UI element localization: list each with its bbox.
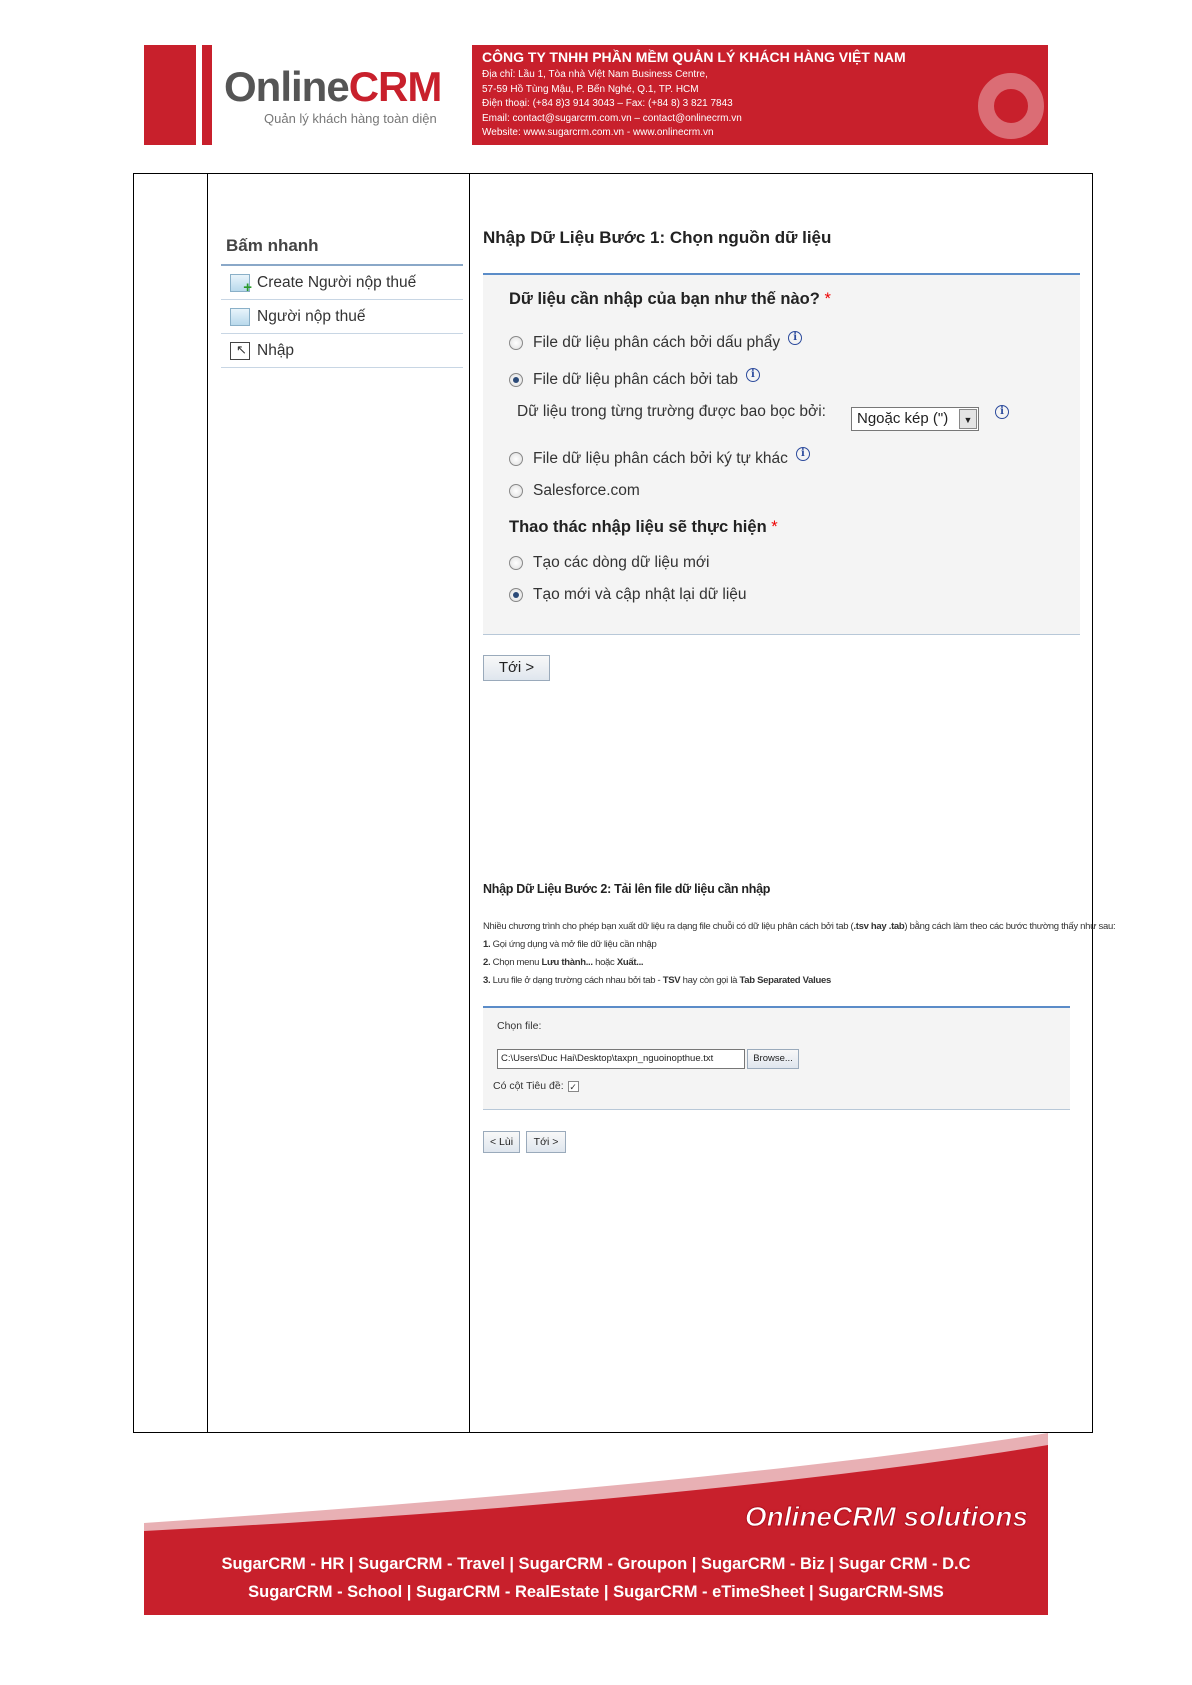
text: Xuất... — [616, 957, 644, 968]
radio-create-update[interactable] — [509, 588, 523, 602]
text: Gọi ứng dụng và mở file dữ liệu cần nhập — [492, 939, 657, 950]
sidebar-item-import[interactable] — [221, 334, 463, 368]
step2-panel — [483, 1006, 1070, 1110]
text: Lưu thành... — [541, 957, 593, 968]
company-address-2: 57-59 Hồ Tùng Mậu, P. Bến Nghé, Q.1, TP. HCM — [482, 83, 699, 95]
text: Nhiều chương trình cho phép bạn xuất dữ liệu ra dạng file chuỗi có dữ liệu phân cách bởi tab ( — [483, 921, 854, 932]
instruction-step — [483, 954, 1115, 972]
file-path-input[interactable]: C:\Users\Duc Hai\Desktop\taxpn_nguoinopthue.txt — [497, 1049, 745, 1069]
enclosure-value: Ngoặc kép (") — [857, 410, 949, 427]
step1-panel — [483, 273, 1080, 635]
module-icon — [230, 308, 250, 326]
sidebar-item-label: Người nộp thuế — [257, 307, 366, 325]
choose-file-label: Chọn file: — [497, 1020, 542, 1032]
instruction-step — [483, 972, 1115, 990]
next-button[interactable]: Tới > — [483, 655, 550, 681]
company-email: Email: contact@sugarcrm.com.vn – contact@onlinecrm.vn — [482, 112, 742, 124]
info-icon[interactable]: i — [788, 331, 802, 345]
create-record-icon — [230, 274, 250, 292]
sidebar-item-create[interactable] — [221, 266, 463, 300]
source-question — [509, 290, 831, 309]
product-line: SugarCRM - HR | SugarCRM - Travel | SugarCRM - Groupon | SugarCRM - Biz | Sugar CRM - D.C — [221, 1555, 971, 1573]
back-button[interactable]: < Lùi — [483, 1131, 520, 1153]
info-icon[interactable]: i — [796, 447, 810, 461]
table-divider — [207, 174, 208, 1432]
option-label: File dữ liệu phân cách bởi dấu phẩy — [533, 334, 781, 351]
sidebar-item-module[interactable] — [221, 300, 463, 334]
radio-create[interactable] — [509, 556, 523, 570]
browse-button[interactable]: Browse... — [747, 1049, 799, 1069]
option-other[interactable] — [509, 450, 810, 468]
logo-wordmark — [224, 63, 441, 111]
action-question — [509, 518, 778, 537]
text: Tab Separated Values — [739, 975, 831, 986]
option-tab[interactable] — [509, 371, 760, 389]
radio-comma[interactable] — [509, 336, 523, 350]
company-address: Địa chỉ: Lầu 1, Tòa nhà Việt Nam Business Centre, — [482, 69, 708, 80]
product-list — [144, 1541, 1048, 1615]
step-number: 2. — [483, 957, 491, 968]
logo-online: Online — [224, 63, 349, 110]
header-row-checkbox[interactable]: ✓ — [569, 1081, 577, 1092]
sidebar-item-label: Create Người nộp thuế — [257, 273, 417, 291]
action-question-text: Thao thác nhập liệu sẽ thực hiện — [509, 518, 767, 536]
option-label: Salesforce.com — [533, 482, 640, 499]
enclosure-label: Dữ liệu trong từng trường được bao bọc bởi: — [517, 403, 826, 420]
action-create-update[interactable] — [509, 586, 747, 604]
company-name: CÔNG TY TNHH PHẦN MỀM QUẢN LÝ KHÁCH HÀNG VIỆT NAM — [482, 49, 906, 65]
sidebar-item-label: Nhập — [257, 341, 295, 359]
enclosure-select[interactable] — [851, 407, 979, 431]
text: hay còn gọi là — [680, 975, 740, 986]
text: hoặc — [592, 957, 617, 968]
chevron-down-icon[interactable]: ▼ — [959, 409, 977, 429]
header-row-label: Có cột Tiêu đề: — [493, 1080, 564, 1092]
logo-q-icon — [978, 73, 1044, 139]
red-bar — [144, 45, 196, 145]
sidebar-title: Bấm nhanh — [221, 230, 463, 266]
step-number: 1. — [483, 939, 491, 950]
option-salesforce[interactable] — [509, 482, 640, 500]
radio-other[interactable] — [509, 452, 523, 466]
info-icon[interactable]: i — [995, 405, 1009, 419]
info-icon[interactable]: i — [746, 368, 760, 382]
text: TSV — [662, 975, 681, 986]
step2-instructions — [483, 918, 1115, 990]
logo-crm: CRM — [348, 63, 442, 110]
header-row-option — [493, 1080, 579, 1092]
option-label: File dữ liệu phân cách bởi ký tự khác — [533, 450, 788, 467]
required-mark: * — [771, 518, 778, 536]
source-question-text: Dữ liệu cần nhập của bạn như thế nào? — [509, 290, 820, 308]
step-number: 3. — [483, 975, 491, 986]
company-phone: Điện thoại: (+84 8)3 914 3043 – Fax: (+84 8) 3 821 7843 — [482, 98, 733, 109]
footer-brand: OnlineCRM solutions — [744, 1501, 1028, 1532]
text: Lưu file ở dạng trường cách nhau bởi tab - — [492, 975, 663, 986]
footer-banner — [144, 1433, 1048, 1615]
option-label: Tạo mới và cập nhật lại dữ liệu — [533, 586, 747, 603]
instruction-step — [483, 936, 1115, 954]
import-icon — [230, 342, 250, 360]
next-button[interactable]: Tới > — [526, 1131, 566, 1153]
quick-links-sidebar — [221, 230, 463, 368]
company-website: Website: www.sugarcrm.com.vn - www.onlinecrm.vn — [482, 127, 714, 138]
text: ) bằng cách làm theo các bước thường thấy như sau: — [904, 921, 1116, 932]
radio-tab[interactable] — [509, 373, 523, 387]
radio-salesforce[interactable] — [509, 484, 523, 498]
red-stripe — [202, 45, 212, 145]
option-label: File dữ liệu phân cách bởi tab — [533, 371, 738, 388]
option-label: Tạo các dòng dữ liệu mới — [533, 554, 710, 571]
header-banner — [144, 45, 1048, 145]
logo-tagline: Quản lý khách hàng toàn diện — [264, 111, 437, 126]
product-line: SugarCRM - School | SugarCRM - RealEstate | SugarCRM - eTimeSheet | SugarCRM-SMS — [248, 1583, 944, 1601]
step1-title: Nhập Dữ Liệu Bước 1: Chọn nguồn dữ liệu — [483, 228, 832, 247]
step2-title: Nhập Dữ Liệu Bước 2: Tải lên file dữ liệu cần nhập — [483, 882, 771, 896]
text: Chọn menu — [492, 957, 542, 968]
company-info — [472, 45, 1048, 145]
option-comma[interactable] — [509, 334, 802, 352]
required-mark: * — [824, 290, 831, 308]
text: .tsv hay .tab — [853, 921, 905, 932]
table-divider — [469, 174, 470, 1432]
action-create[interactable] — [509, 554, 710, 572]
instruction-intro — [483, 918, 1115, 936]
